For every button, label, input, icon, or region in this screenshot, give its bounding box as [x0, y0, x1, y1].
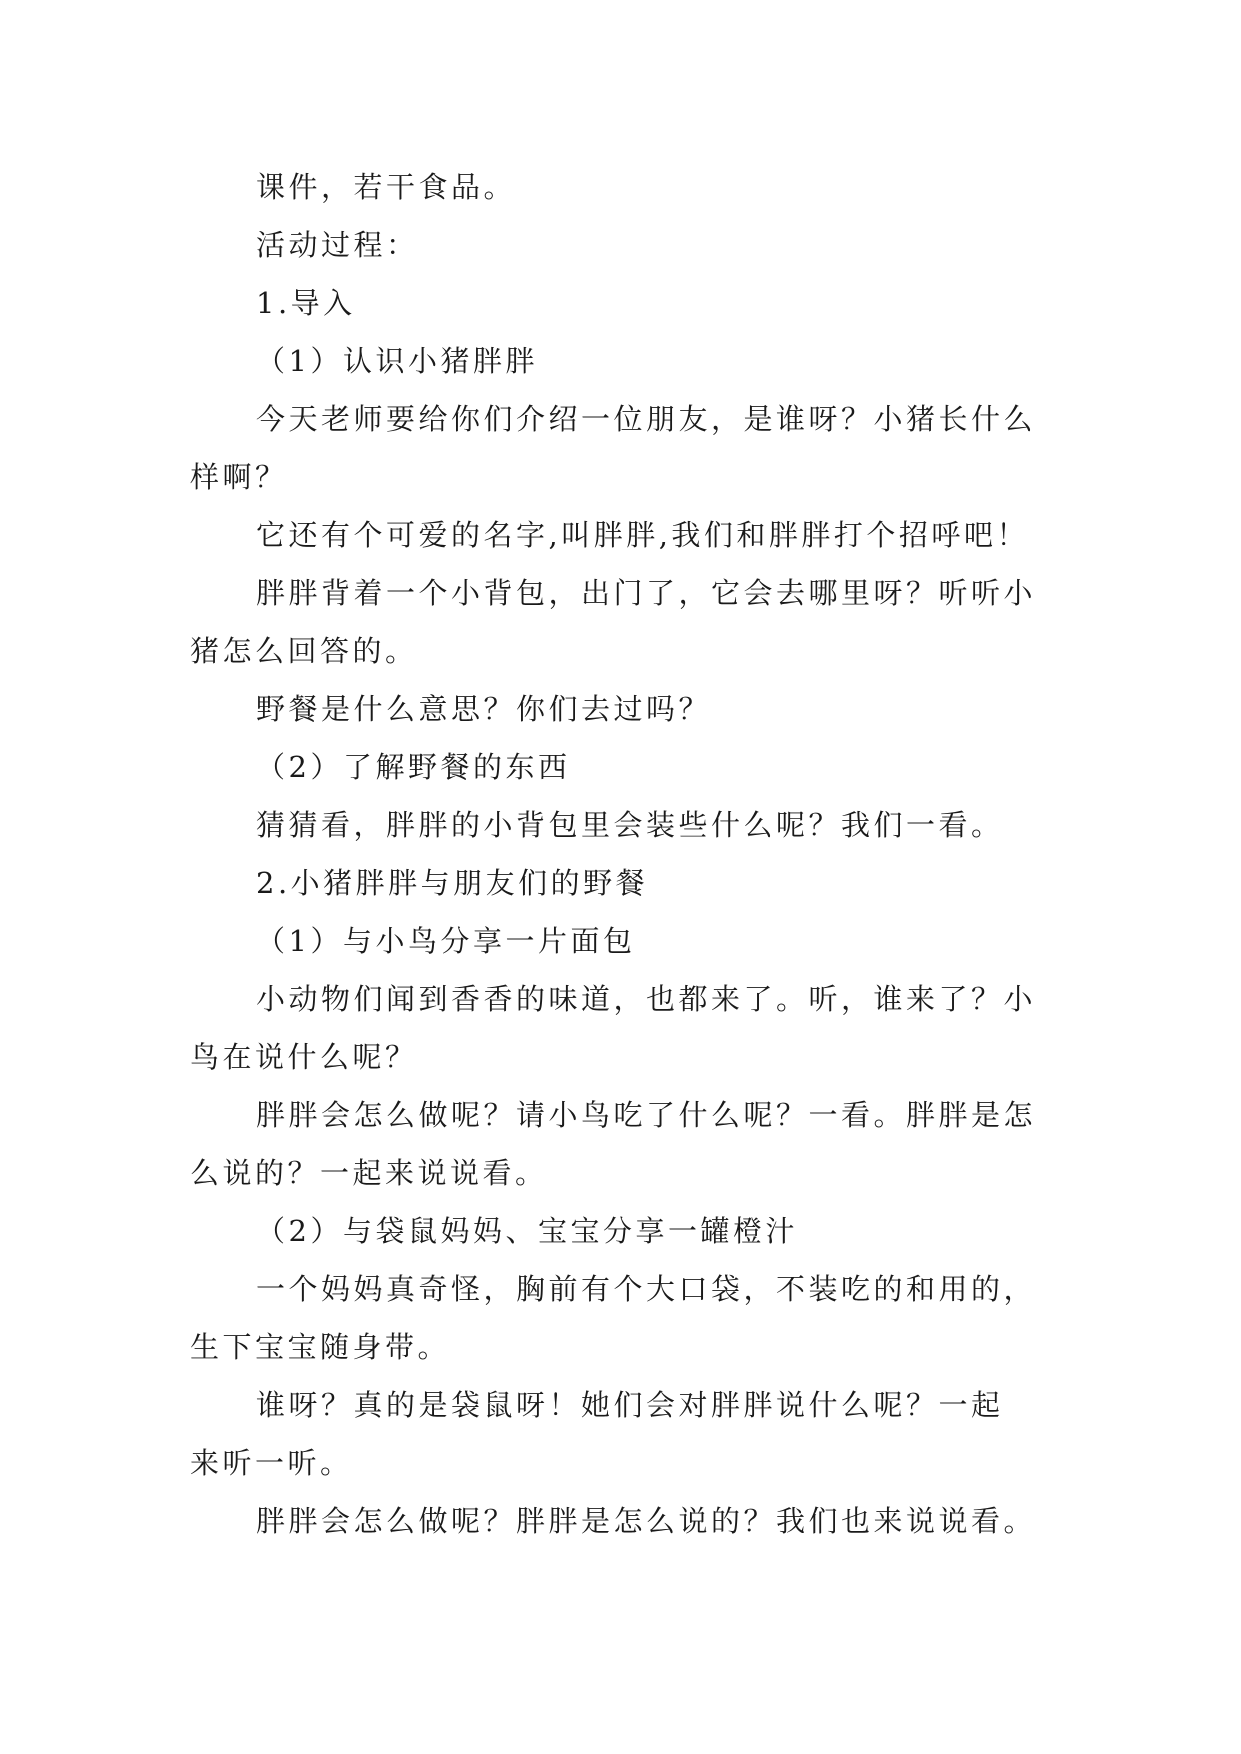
paragraph-line: 鸟在说什么呢？: [190, 1040, 418, 1074]
paragraph-line: 样啊？: [190, 460, 288, 494]
subheading-2-2: （2）与袋鼠妈妈、宝宝分享一罐橙汁: [256, 1214, 798, 1248]
heading-section-2: 2.小猪胖胖与朋友们的野餐: [256, 866, 649, 900]
subheading-1-1: （1）认识小猪胖胖: [256, 344, 538, 378]
subheading-2-1: （1）与小鸟分享一片面包: [256, 924, 636, 958]
paragraph-line: 一个妈妈真奇怪，胸前有个大口袋，不装吃的和用的，: [256, 1272, 1037, 1306]
heading-activity-process: 活动过程：: [256, 228, 419, 262]
paragraph-line: 猪怎么回答的。: [190, 634, 418, 668]
paragraph-line: 今天老师要给你们介绍一位朋友，是谁呀？小猪长什么: [256, 402, 1037, 436]
paragraph-line: 谁呀？真的是袋鼠呀！她们会对胖胖说什么呢？一起: [256, 1388, 1004, 1422]
paragraph-materials: 课件，若干食品。: [256, 170, 517, 204]
heading-section-1: 1.导入: [256, 286, 356, 320]
paragraph-line: 野餐是什么意思？你们去过吗？: [256, 692, 712, 726]
paragraph-line: 小动物们闻到香香的味道，也都来了。听，谁来了？小: [256, 982, 1037, 1016]
paragraph-line: 胖胖背着一个小背包，出门了，它会去哪里呀？听听小: [256, 576, 1037, 610]
paragraph-line: 胖胖会怎么做呢？请小鸟吃了什么呢？一看。胖胖是怎: [256, 1098, 1037, 1132]
paragraph-line: 它还有个可爱的名字,叫胖胖,我们和胖胖打个招呼吧！: [256, 518, 1029, 552]
paragraph-line: 来听一听。: [190, 1446, 353, 1480]
subheading-1-2: （2）了解野餐的东西: [256, 750, 571, 784]
paragraph-line: 么说的？一起来说说看。: [190, 1156, 548, 1190]
paragraph-line: 猜猜看，胖胖的小背包里会装些什么呢？我们一看。: [256, 808, 1004, 842]
document-body: [190, 158, 1050, 1550]
paragraph-line: 生下宝宝随身带。: [190, 1330, 451, 1364]
paragraph-line: 胖胖会怎么做呢？胖胖是怎么说的？我们也来说说看。: [256, 1504, 1037, 1538]
